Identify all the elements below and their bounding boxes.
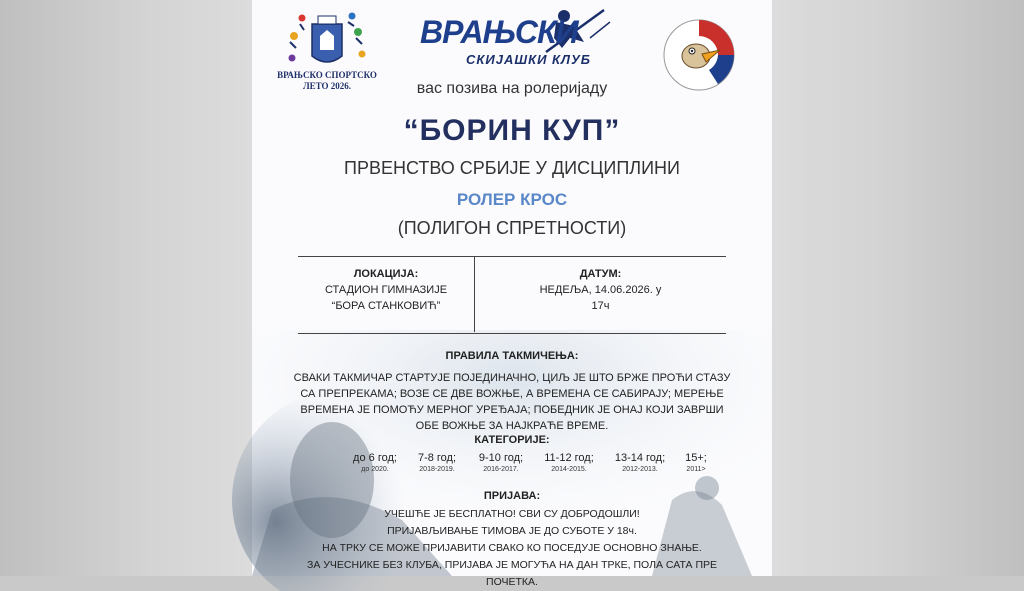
- invite-text: вас позива на ролеријаду: [416, 80, 608, 97]
- registration-text: [282, 506, 742, 591]
- poster: [252, 0, 772, 588]
- championship-line: ПРВЕНСТВО СРБИЈЕ У ДИСЦИПЛИНИ: [344, 158, 680, 178]
- category-label: 11-12 год;: [544, 452, 594, 464]
- date-heading: ДАТУМ:: [579, 268, 622, 280]
- categories-list: [252, 452, 772, 484]
- category-label: 9-10 год;: [478, 452, 524, 464]
- background-left: [0, 0, 252, 576]
- registration-line: ПРИЈАВЉИВАЊЕ ТИМОВА ЈЕ ДО СУБОТЕ У 18ч.: [387, 525, 637, 537]
- discipline-name: РОЛЕР КРОС: [456, 190, 568, 209]
- category-years: 2016-2017.: [483, 466, 519, 473]
- category-item: [536, 452, 602, 473]
- registration-line: УЧЕШЋЕ ЈЕ БЕСПЛАТНО! СВИ СУ ДОБРОДОШЛИ!: [384, 508, 640, 520]
- category-label: 7-8 год;: [417, 452, 457, 464]
- background-right: [772, 0, 1024, 576]
- registration-line: НА ТРКУ СЕ МОЖЕ ПРИЈАВИТИ СВАКО КО ПОСЕДУЈЕ ОСНОВНО ЗНАЊЕ.: [322, 542, 702, 554]
- category-item: [676, 452, 716, 473]
- registration-line: ЗА УЧЕСНИКЕ БЕЗ КЛУБА, ПРИЈАВА ЈЕ МОГУЋА НА ДАН ТРКЕ, ПОЛА САТА ПРЕ ПОЧЕТКА.: [306, 559, 717, 588]
- date-line-1: НЕДЕЉА, 14.06.2026. у: [539, 284, 662, 296]
- club-name: ВРАЊСКИ: [420, 14, 578, 50]
- category-item: [408, 452, 466, 473]
- category-years: 2011>: [686, 466, 706, 473]
- category-years: 2018-2019.: [419, 466, 455, 473]
- category-label: до 6 год;: [353, 452, 397, 464]
- category-item: [346, 452, 404, 473]
- event-title: “БОРИН КУП”: [403, 114, 621, 147]
- category-years: 2014-2015.: [551, 466, 587, 473]
- registration-heading: ПРИЈАВА:: [483, 490, 541, 502]
- category-label: 15+;: [685, 452, 707, 464]
- date-block: [475, 266, 726, 314]
- category-item: [470, 452, 532, 473]
- date-line-2: 17ч: [591, 300, 610, 312]
- rules-text: СВАКИ ТАКМИЧАР СТАРТУЈЕ ПОЈЕДИНАЧНО, ЦИЉ ЈЕ ШТО БРЖЕ ПРОЋИ СТАЗУ СА ПРЕПРЕКАМА; ВОЗЕ СЕ ДВЕ ВОЖЊЕ, А ВРЕМЕНА СЕ САБИРАЈУ; МЕРЕЊЕ ВРЕМЕНА ЈЕ ПОМОЋУ МЕРНОГ УРЕЂАЈА; ПОБЕДНИК ЈЕ ОНАЈ КОЈИ ЗАВРШИ ОБЕ ВОЖЊЕ ЗА НАЈКРАЋЕ ВРЕМЕ.: [293, 372, 731, 432]
- category-years: 2012-2013.: [622, 466, 658, 473]
- location-line-1: СТАДИОН ГИМНАЗИЈЕ: [324, 284, 448, 296]
- category-years: до 2020.: [361, 466, 389, 473]
- discipline-subtitle: (ПОЛИГОН СПРЕТНОСТИ): [397, 218, 627, 238]
- location-line-2: “БОРА СТАНКОВИЋ”: [331, 300, 441, 312]
- location-heading: ЛОКАЦИЈА:: [353, 268, 419, 280]
- location-block: [298, 266, 474, 314]
- category-label: 13-14 год;: [614, 452, 666, 464]
- left-logo-caption: ВРАЊСКО СПОРТСКО ЛЕТО 2026.: [277, 70, 377, 91]
- category-item: [606, 452, 674, 473]
- rules-heading: ПРАВИЛА ТАКМИЧЕЊА:: [445, 350, 579, 362]
- categories-heading: КАТЕГОРИЈЕ:: [474, 434, 550, 446]
- club-subtitle: СКИЈАШКИ КЛУБ: [466, 52, 591, 67]
